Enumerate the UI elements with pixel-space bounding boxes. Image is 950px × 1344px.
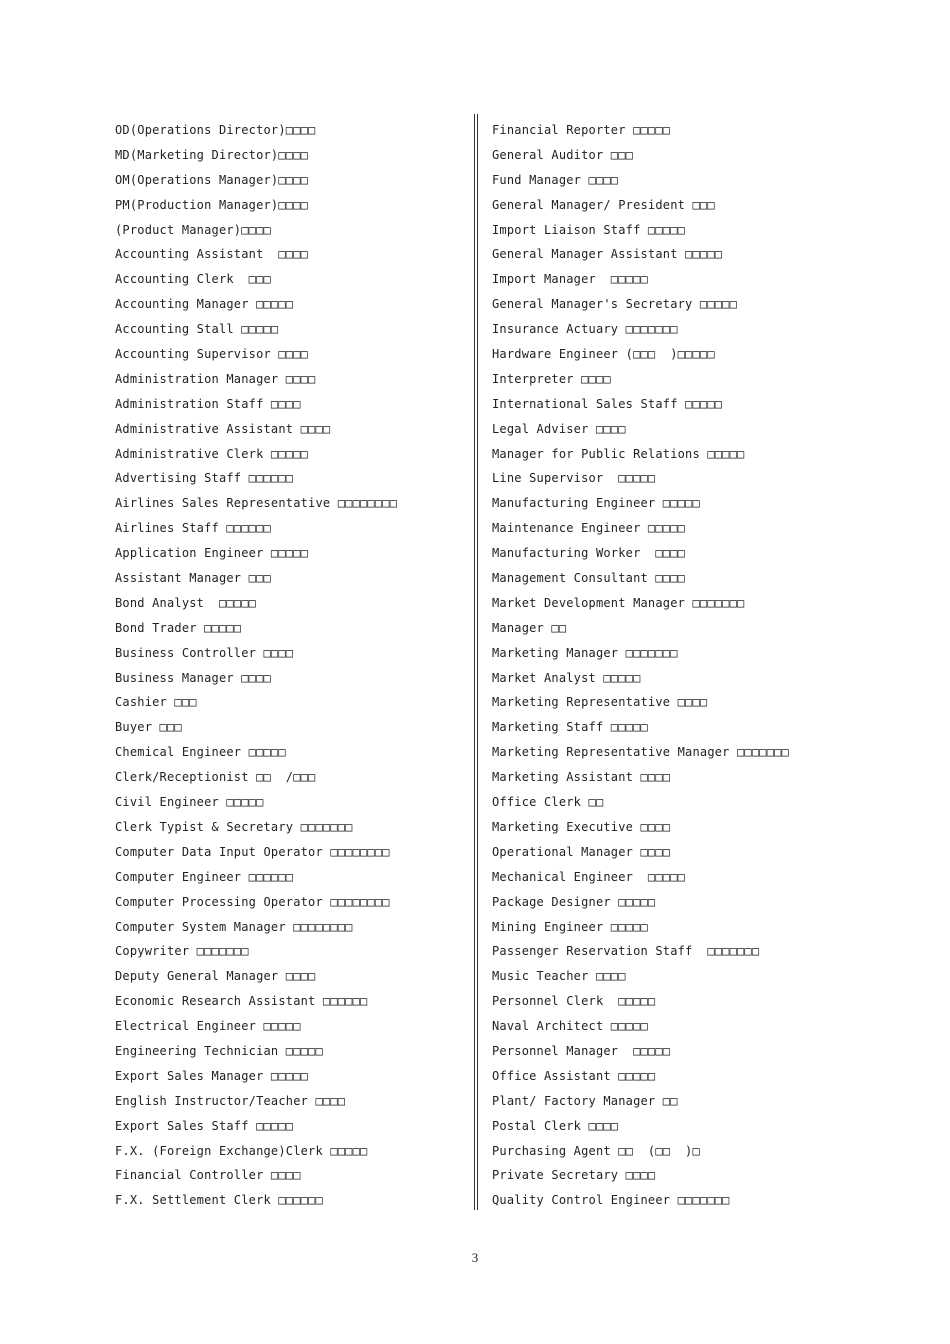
- job-title-entry: Accounting Manager □□□□□: [115, 297, 294, 312]
- job-title-entry: Insurance Actuary □□□□□□□: [492, 322, 678, 337]
- page-number: 3: [471, 1250, 479, 1265]
- job-title-entry: Airlines Staff □□□□□□: [115, 521, 271, 536]
- job-title-entry: Fund Manager □□□□: [492, 172, 619, 187]
- job-title-entry: Clerk Typist & Secretary □□□□□□□: [115, 819, 353, 834]
- job-title-entry: Cashier □□□: [115, 695, 197, 710]
- job-title-entry: Music Teacher □□□□: [492, 969, 626, 984]
- job-title-entry: OD(Operations Director)□□□□: [115, 123, 316, 137]
- job-title-entry: Financial Reporter □□□□□: [492, 123, 671, 137]
- job-title-entry: Marketing Executive □□□□: [492, 819, 671, 834]
- job-title-entry: Passenger Reservation Staff □□□□□□□: [492, 944, 760, 959]
- left-column: [115, 118, 465, 1213]
- job-title-entry: Legal Adviser □□□□: [492, 421, 626, 436]
- job-title-entry: Advertising Staff □□□□□□: [115, 471, 294, 486]
- job-title-entry: Business Controller □□□□: [115, 645, 294, 660]
- job-title-entry: Accounting Clerk □□□: [115, 272, 271, 287]
- job-title-entry: Manufacturing Worker □□□□: [492, 546, 686, 561]
- job-title-entry: Mechanical Engineer □□□□□: [492, 869, 686, 884]
- job-title-entry: Administration Staff □□□□: [115, 396, 301, 411]
- job-title-entry: Marketing Manager □□□□□□□: [492, 645, 678, 660]
- job-title-entry: Marketing Representative □□□□: [492, 695, 708, 710]
- job-title-entry: Bond Trader □□□□□: [115, 620, 242, 635]
- job-title-entry: Mining Engineer □□□□□: [492, 919, 648, 934]
- job-title-entry: Quality Control Engineer □□□□□□□: [492, 1193, 730, 1208]
- job-title-entry: Manufacturing Engineer □□□□□: [492, 496, 700, 511]
- job-title-entry: Marketing Staff □□□□□: [492, 720, 648, 735]
- job-title-entry: OM(Operations Manager)□□□□: [115, 172, 309, 187]
- job-title-entry: Marketing Assistant □□□□: [492, 770, 671, 785]
- right-column: [492, 118, 932, 1213]
- job-title-entry: F.X. Settlement Clerk □□□□□□: [115, 1193, 323, 1208]
- job-title-entry: Private Secretary □□□□: [492, 1168, 656, 1183]
- job-title-entry: Import Liaison Staff □□□□□: [492, 222, 686, 237]
- job-title-entry: Naval Architect □□□□□: [492, 1019, 648, 1034]
- job-title-entry: Interpreter □□□□: [492, 371, 611, 386]
- job-title-entry: General Manager Assistant □□□□□: [492, 247, 723, 262]
- job-title-entry: Application Engineer □□□□□: [115, 546, 309, 561]
- job-title-entry: Copywriter □□□□□□□: [115, 944, 249, 959]
- job-title-entry: Marketing Representative Manager □□□□□□□: [492, 745, 789, 760]
- job-title-entry: Chemical Engineer □□□□□: [115, 745, 286, 760]
- job-title-entry: Office Assistant □□□□□: [492, 1068, 656, 1083]
- job-title-entry: Assistant Manager □□□: [115, 571, 271, 586]
- job-title-entry: Postal Clerk □□□□: [492, 1118, 619, 1133]
- job-title-entry: Line Supervisor □□□□□: [492, 471, 656, 486]
- job-title-entry: Office Clerk □□: [492, 795, 604, 810]
- job-title-entry: Accounting Assistant □□□□: [115, 247, 309, 262]
- job-title-entry: General Auditor □□□: [492, 147, 634, 162]
- job-title-entry: Bond Analyst □□□□□: [115, 595, 257, 610]
- job-title-entry: International Sales Staff □□□□□: [492, 396, 723, 411]
- job-title-entry: Administrative Clerk □□□□□: [115, 446, 309, 461]
- job-title-entry: (Product Manager)□□□□: [115, 222, 271, 237]
- job-title-entry: Airlines Sales Representative □□□□□□□□: [115, 496, 398, 511]
- job-title-entry: Operational Manager □□□□: [492, 844, 671, 859]
- job-title-entry: Management Consultant □□□□: [492, 571, 686, 586]
- job-title-entry: Package Designer □□□□□: [492, 894, 656, 909]
- job-title-entry: Computer Data Input Operator □□□□□□□□: [115, 844, 390, 859]
- job-title-entry: Computer Processing Operator □□□□□□□□: [115, 894, 390, 909]
- job-title-entry: F.X. (Foreign Exchange)Clerk □□□□□: [115, 1143, 368, 1158]
- job-title-entry: Plant/ Factory Manager □□: [492, 1093, 678, 1108]
- job-title-entry: Manager for Public Relations □□□□□: [492, 446, 745, 461]
- job-title-entry: Deputy General Manager □□□□: [115, 969, 316, 984]
- job-title-entry: Personnel Manager □□□□□: [492, 1043, 671, 1058]
- job-title-entry: General Manager/ President □□□: [492, 197, 715, 212]
- job-title-entry: PM(Production Manager)□□□□: [115, 197, 309, 212]
- job-title-entry: Hardware Engineer (□□□ )□□□□□: [492, 347, 715, 362]
- job-title-entry: Computer Engineer □□□□□□: [115, 869, 294, 884]
- job-title-entry: Accounting Stall □□□□□: [115, 322, 279, 337]
- job-title-entry: Purchasing Agent □□ (□□ )□: [492, 1143, 700, 1158]
- job-title-entry: Accounting Supervisor □□□□: [115, 347, 309, 362]
- job-title-entry: Market Analyst □□□□□: [492, 670, 641, 685]
- job-title-entry: General Manager's Secretary □□□□□: [492, 297, 738, 312]
- job-title-entry: Civil Engineer □□□□□: [115, 795, 264, 810]
- job-title-entry: Electrical Engineer □□□□□: [115, 1019, 301, 1034]
- job-title-entry: Import Manager □□□□□: [492, 272, 648, 287]
- job-title-entry: Financial Controller □□□□: [115, 1168, 301, 1183]
- job-title-entry: Administrative Assistant □□□□: [115, 421, 331, 436]
- job-title-entry: Engineering Technician □□□□□: [115, 1043, 323, 1058]
- job-title-entry: Computer System Manager □□□□□□□□: [115, 919, 353, 934]
- job-title-entry: Maintenance Engineer □□□□□: [492, 521, 686, 536]
- job-title-entry: MD(Marketing Director)□□□□: [115, 147, 309, 162]
- job-title-entry: Market Development Manager □□□□□□□: [492, 595, 745, 610]
- job-title-entry: Administration Manager □□□□: [115, 371, 316, 386]
- job-title-entry: Personnel Clerk □□□□□: [492, 994, 656, 1009]
- job-title-entry: Manager □□: [492, 620, 567, 635]
- job-title-entry: Buyer □□□: [115, 720, 182, 735]
- job-title-entry: Economic Research Assistant □□□□□□: [115, 994, 368, 1009]
- job-title-entry: Business Manager □□□□: [115, 670, 271, 685]
- job-title-entry: Export Sales Manager □□□□□: [115, 1068, 309, 1083]
- job-title-entry: English Instructor/Teacher □□□□: [115, 1093, 346, 1108]
- job-title-entry: Export Sales Staff □□□□□: [115, 1118, 294, 1133]
- column-divider: [474, 114, 478, 1210]
- job-title-entry: Clerk/Receptionist □□ /□□□: [115, 770, 316, 785]
